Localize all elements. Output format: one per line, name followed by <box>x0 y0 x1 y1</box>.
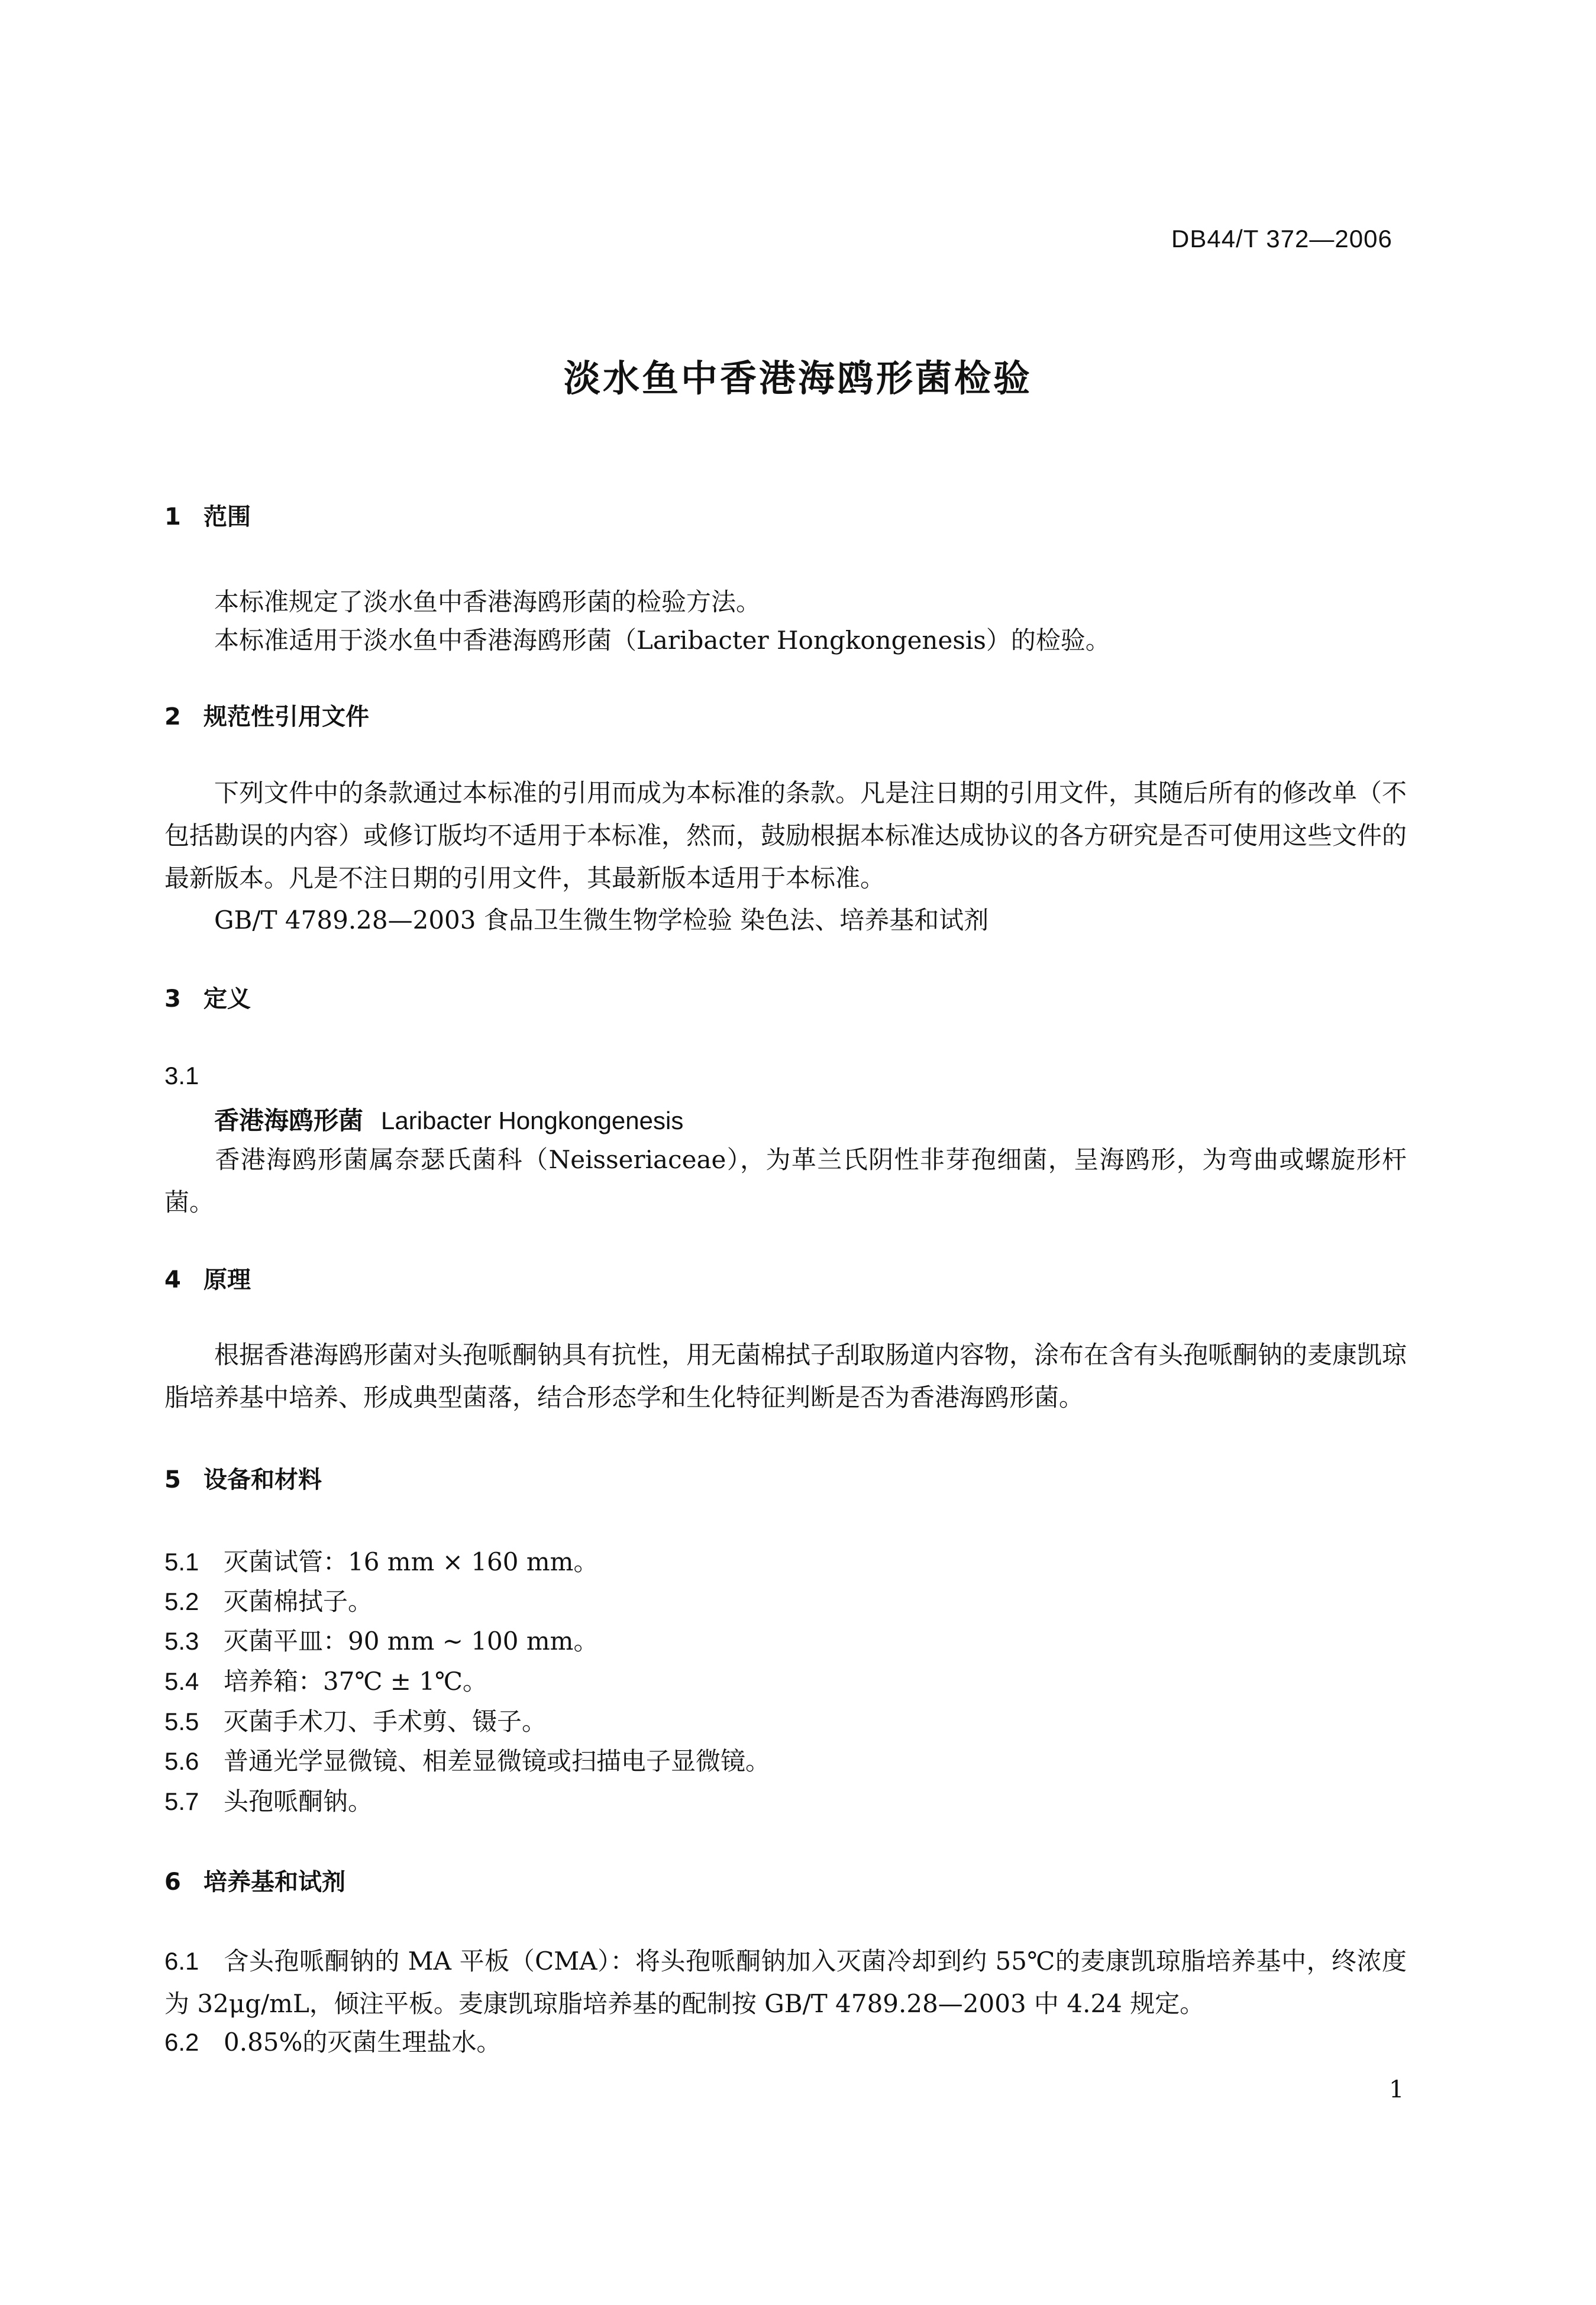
equipment-item <box>164 1543 599 1578</box>
section-number: 5 <box>164 1466 181 1493</box>
item-number: 5.2 <box>164 1588 199 1615</box>
references-text: 下列文件中的条款通过本标准的引用而成为本标准的条款。凡是注日期的引用文件，其随后所有的修改单（不包括勘误的内容）或修订版均不适用于本标准，然而，鼓励根据本标准达成协议的各方研究是否可使用这些文件的最新版本。凡是不注日期的引用文件，其最新版本适用于本标准。 <box>164 778 1407 893</box>
item-number: 5.7 <box>164 1787 199 1815</box>
section-1-heading <box>164 498 251 532</box>
section-title: 定义 <box>203 985 251 1013</box>
item-text: 含头孢哌酮钠的 MA 平板（CMA）：将头孢哌酮钠加入灭菌冷却到约 55℃的麦康凯琼脂培养基中，终浓度为 32μg/mL，倾注平板。麦康凯琼脂培养基的配制按 GB/T 4789.28—2003 中 4.24 规定。 <box>164 1947 1407 2018</box>
item-text: 培养箱：37℃ ± 1℃。 <box>224 1667 488 1696</box>
section-number: 2 <box>164 703 181 730</box>
term-english: Laribacter Hongkongenesis <box>381 1107 684 1134</box>
term-chinese: 香港海鸥形菌 <box>214 1106 364 1135</box>
equipment-item <box>164 1702 547 1738</box>
item-number: 5.3 <box>164 1627 199 1655</box>
section-title: 规范性引用文件 <box>203 703 369 730</box>
principle-paragraph <box>164 1334 1407 1419</box>
item-text: 头孢哌酮钠。 <box>224 1787 373 1816</box>
equipment-item <box>164 1782 373 1818</box>
section-3-heading <box>164 980 251 1014</box>
medium-item-6-2 <box>164 2023 501 2058</box>
section-4-heading <box>164 1261 251 1295</box>
definition-paragraph <box>164 1139 1407 1224</box>
section-title: 范围 <box>203 503 251 531</box>
item-text: 灭菌平皿：90 mm ~ 100 mm。 <box>224 1627 599 1656</box>
section-number: 3 <box>164 985 181 1013</box>
section-number: 4 <box>164 1266 181 1294</box>
item-number: 6.2 <box>164 2028 199 2056</box>
references-paragraph <box>164 772 1407 900</box>
page-number: 1 <box>1389 2076 1404 2103</box>
item-text: 灭菌试管：16 mm × 160 mm。 <box>224 1547 599 1576</box>
definition-text: 香港海鸥形菌属奈瑟氏菌科（Neisseriaceae），为革兰氏阴性非芽孢细菌，呈海鸥形，为弯曲或螺旋形杆菌。 <box>164 1145 1407 1217</box>
section-number: 1 <box>164 503 181 531</box>
definition-number: 3.1 <box>164 1062 199 1090</box>
item-number: 6.1 <box>164 1947 199 1975</box>
equipment-item <box>164 1662 487 1698</box>
definition-term <box>214 1101 683 1137</box>
equipment-item <box>164 1742 770 1777</box>
item-number: 5.6 <box>164 1747 199 1775</box>
equipment-item <box>164 1582 373 1618</box>
section-number: 6 <box>164 1868 181 1896</box>
section-6-heading <box>164 1863 345 1897</box>
equipment-item <box>164 1622 599 1657</box>
principle-text: 根据香港海鸥形菌对头孢哌酮钠具有抗性，用无菌棉拭子刮取肠道内容物，涂布在含有头孢哌酮钠的麦康凯琼脂培养基中培养、形成典型菌落，结合形态学和生化特征判断是否为香港海鸥形菌。 <box>164 1340 1407 1412</box>
medium-item-6-1 <box>164 1940 1407 2025</box>
scope-line-2: 本标准适用于淡水鱼中香港海鸥形菌（Laribacter Hongkongenesis）的检验。 <box>214 626 1110 655</box>
section-title: 原理 <box>203 1266 251 1294</box>
item-text: 灭菌手术刀、手术剪、镊子。 <box>224 1707 547 1736</box>
item-number: 5.4 <box>164 1667 199 1695</box>
item-text: 0.85%的灭菌生理盐水。 <box>224 2028 502 2057</box>
scope-line-1: 本标准规定了淡水鱼中香港海鸥形菌的检验方法。 <box>214 587 761 616</box>
document-title: 淡水鱼中香港海鸥形菌检验 <box>563 357 1032 400</box>
standard-code: DB44/T 372—2006 <box>1171 225 1393 253</box>
section-title: 培养基和试剂 <box>203 1868 345 1896</box>
item-number: 5.1 <box>164 1548 199 1576</box>
item-text: 灭菌棉拭子。 <box>224 1587 373 1616</box>
section-5-heading <box>164 1461 322 1495</box>
section-2-heading <box>164 698 369 732</box>
section-title: 设备和材料 <box>203 1466 322 1493</box>
item-text: 普通光学显微镜、相差显微镜或扫描电子显微镜。 <box>224 1747 771 1776</box>
reference-item: GB/T 4789.28—2003 食品卫生微生物学检验 染色法、培养基和试剂 <box>214 906 989 935</box>
item-number: 5.5 <box>164 1708 199 1735</box>
